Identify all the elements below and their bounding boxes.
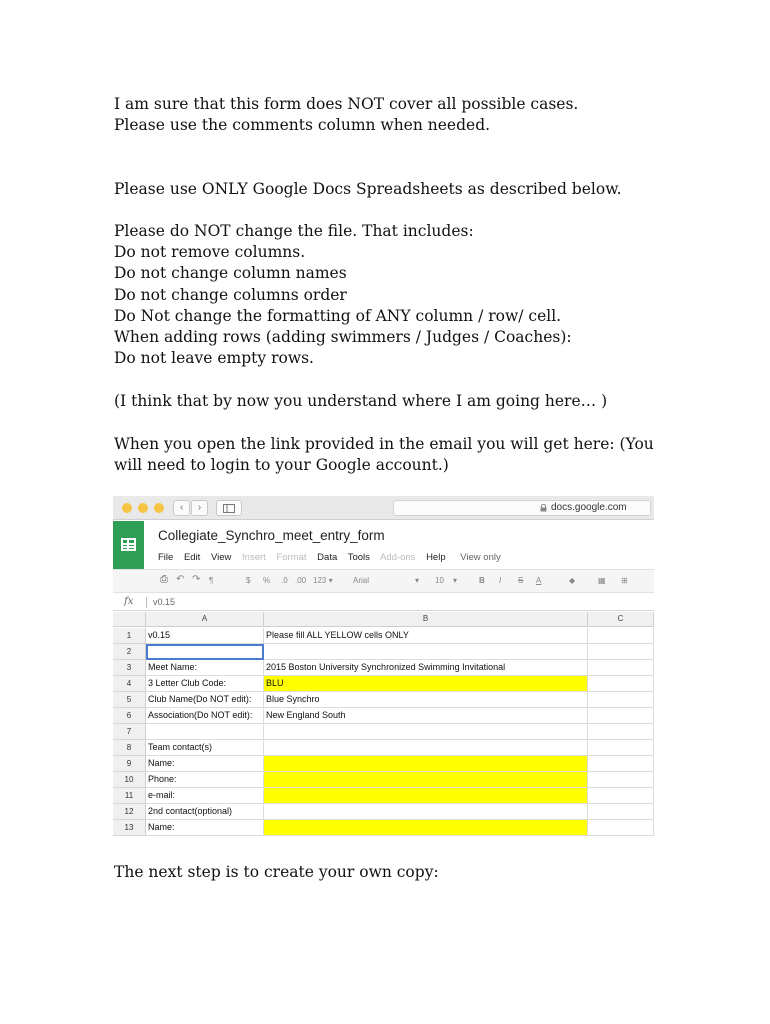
- menu-data[interactable]: Data: [317, 552, 338, 563]
- aside-line: (I think that by now you understand where I am going here… ): [114, 392, 608, 410]
- table-row: [113, 628, 654, 644]
- rules-paragraph: [114, 221, 572, 369]
- intro-line: I am sure that this form does NOT cover all possible cases.: [114, 95, 579, 113]
- lock-icon: [540, 504, 547, 512]
- row-number[interactable]: 12: [113, 804, 146, 820]
- formula-bar: [113, 594, 654, 611]
- back-button[interactable]: ‹: [173, 500, 190, 516]
- font-dropdown-arrow[interactable]: ▾: [415, 576, 420, 585]
- merge-cells-icon[interactable]: ⊞: [621, 576, 628, 585]
- menu-file[interactable]: File: [158, 552, 174, 563]
- cell-c[interactable]: [588, 820, 654, 836]
- cell-b[interactable]: [264, 740, 588, 756]
- cell-c[interactable]: [588, 772, 654, 788]
- currency-button[interactable]: $: [246, 576, 251, 585]
- cell-a[interactable]: Club Name(Do NOT edit):: [146, 692, 264, 708]
- sidebar-toggle-button[interactable]: [216, 500, 242, 516]
- cell-b-yellow[interactable]: [264, 788, 588, 804]
- row-number[interactable]: 3: [113, 660, 146, 676]
- rules-line: Do Not change the formatting of ANY column / row/ cell.: [114, 306, 562, 325]
- font-family-dropdown[interactable]: Arial: [353, 576, 370, 585]
- cell-b-yellow[interactable]: [264, 820, 588, 836]
- cell-b[interactable]: 2015 Boston University Synchronized Swimming Invitational: [264, 660, 588, 676]
- bold-button[interactable]: B: [479, 576, 485, 585]
- cell-a[interactable]: e-mail:: [146, 788, 264, 804]
- select-all-corner[interactable]: [113, 612, 146, 627]
- minimize-window-button[interactable]: [138, 503, 148, 513]
- sheets-grid-icon: [121, 538, 136, 551]
- cell-b[interactable]: [264, 644, 588, 660]
- row-number[interactable]: 2: [113, 644, 146, 660]
- sheets-logo[interactable]: [113, 521, 144, 569]
- cell-b-yellow[interactable]: [264, 756, 588, 772]
- spreadsheet-screenshot: [113, 496, 654, 841]
- next-step-line: The next step is to create your own copy:: [114, 863, 439, 881]
- rules-line: Do not change columns order: [114, 285, 347, 304]
- menu-format: Format: [276, 552, 307, 563]
- column-header-c[interactable]: C: [588, 612, 654, 627]
- address-bar[interactable]: [393, 500, 651, 516]
- size-dropdown-arrow[interactable]: ▾: [453, 576, 458, 585]
- cell-a[interactable]: v0.15: [146, 628, 264, 644]
- cell-b[interactable]: Please fill ALL YELLOW cells ONLY: [264, 628, 588, 644]
- cell-c[interactable]: [588, 708, 654, 724]
- menu-edit[interactable]: Edit: [183, 552, 201, 563]
- cell-b[interactable]: [264, 724, 588, 740]
- cell-a-selected[interactable]: [146, 644, 264, 660]
- cell-c[interactable]: [588, 692, 654, 708]
- row-number[interactable]: 8: [113, 740, 146, 756]
- row-number[interactable]: 5: [113, 692, 146, 708]
- table-row: [113, 740, 654, 756]
- cell-a[interactable]: Team contact(s): [146, 740, 264, 756]
- cell-c[interactable]: [588, 804, 654, 820]
- cell-c[interactable]: [588, 788, 654, 804]
- cell-b-yellow[interactable]: BLU: [264, 676, 588, 692]
- formula-input[interactable]: v0.15: [153, 597, 176, 607]
- fx-icon: fx: [124, 596, 134, 607]
- rules-line: Do not remove columns.: [114, 243, 306, 262]
- column-header-a[interactable]: A: [146, 612, 264, 627]
- table-row: [113, 756, 654, 772]
- cell-a[interactable]: Association(Do NOT edit):: [146, 708, 264, 724]
- table-row: [113, 644, 654, 660]
- increase-decimal-button[interactable]: .00: [295, 576, 307, 585]
- aside-paragraph: [114, 391, 607, 412]
- intro-line: Please use the comments column when needed.: [114, 116, 491, 135]
- cell-a[interactable]: 3 Letter Club Code:: [146, 676, 264, 692]
- paint-format-icon[interactable]: ¶: [209, 576, 214, 585]
- percent-button[interactable]: %: [263, 576, 271, 585]
- only-google-paragraph: [114, 179, 622, 200]
- cell-c[interactable]: [588, 660, 654, 676]
- cell-c[interactable]: [588, 628, 654, 644]
- open-link-line: will need to login to your Google account.): [114, 456, 449, 475]
- table-row: [113, 692, 654, 708]
- cell-b[interactable]: [264, 804, 588, 820]
- redo-icon[interactable]: ↷: [192, 574, 201, 585]
- row-number[interactable]: 10: [113, 772, 146, 788]
- view-only-label: View only: [460, 552, 501, 563]
- cell-b[interactable]: New England South: [264, 708, 588, 724]
- forward-button[interactable]: ›: [191, 500, 208, 516]
- undo-icon[interactable]: ↶: [176, 574, 185, 585]
- menu-insert: Insert: [242, 552, 266, 563]
- menu-help[interactable]: Help: [426, 552, 446, 563]
- intro-paragraph: [114, 94, 578, 136]
- rules-line: Do not change column names: [114, 264, 347, 283]
- table-row: [113, 772, 654, 788]
- open-link-line: When you open the link provided in the email you will get here: (You: [114, 435, 654, 453]
- row-number[interactable]: 6: [113, 708, 146, 724]
- table-row: [113, 708, 654, 724]
- cell-b-yellow[interactable]: [264, 772, 588, 788]
- table-row: [113, 804, 654, 820]
- cell-c[interactable]: [588, 724, 654, 740]
- rules-line: Please do NOT change the file. That includes:: [114, 222, 474, 240]
- text-color-button[interactable]: A: [536, 576, 542, 585]
- rules-line: When adding rows (adding swimmers / Judges / Coaches):: [114, 328, 572, 347]
- table-row: [113, 676, 654, 692]
- column-header-b[interactable]: B: [264, 612, 588, 627]
- print-icon[interactable]: ⎙: [160, 574, 168, 585]
- italic-button[interactable]: I: [499, 576, 502, 585]
- menu-view[interactable]: View: [210, 552, 232, 563]
- row-number[interactable]: 7: [113, 724, 146, 740]
- row-number[interactable]: 1: [113, 628, 146, 644]
- cell-c[interactable]: [588, 756, 654, 772]
- cell-c[interactable]: [588, 740, 654, 756]
- row-number[interactable]: 9: [113, 756, 146, 772]
- table-row: [113, 820, 654, 836]
- rules-line: Do not leave empty rows.: [114, 349, 314, 368]
- cell-a[interactable]: 2nd contact(optional): [146, 804, 264, 820]
- menu-tools[interactable]: Tools: [347, 552, 370, 563]
- borders-icon[interactable]: ▦: [598, 576, 606, 585]
- cell-a[interactable]: Name:: [146, 820, 264, 836]
- table-row: [113, 788, 654, 804]
- row-number[interactable]: 4: [113, 676, 146, 692]
- table-row: [113, 660, 654, 676]
- url-text: docs.google.com: [551, 502, 627, 513]
- next-step-paragraph: [114, 862, 439, 883]
- cell-a[interactable]: Meet Name:: [146, 660, 264, 676]
- maximize-window-button[interactable]: [154, 503, 164, 513]
- cell-c[interactable]: [588, 676, 654, 692]
- fill-color-icon[interactable]: ◆: [569, 576, 576, 585]
- cell-a[interactable]: Phone:: [146, 772, 264, 788]
- cell-a[interactable]: Name:: [146, 756, 264, 772]
- row-number[interactable]: 11: [113, 788, 146, 804]
- close-window-button[interactable]: [122, 503, 132, 513]
- only-google-line: Please use ONLY Google Docs Spreadsheets as described below.: [114, 180, 622, 198]
- menu-addons: Add-ons: [380, 552, 416, 563]
- number-format-dropdown[interactable]: 123 ▾: [313, 576, 333, 585]
- table-row: [113, 724, 654, 740]
- cell-c[interactable]: [588, 644, 654, 660]
- strikethrough-button[interactable]: S: [518, 576, 524, 585]
- browser-chrome: [113, 496, 654, 520]
- font-size-dropdown[interactable]: 10: [435, 576, 444, 585]
- formula-separator: [146, 597, 147, 608]
- sidebar-icon: [223, 504, 235, 513]
- toolbar: [113, 569, 654, 593]
- open-link-paragraph: [114, 434, 654, 476]
- decrease-decimal-button[interactable]: .0: [281, 576, 288, 585]
- document-title[interactable]: Collegiate_Synchro_meet_entry_form: [158, 528, 385, 543]
- cell-a[interactable]: [146, 724, 264, 740]
- menu-bar: [158, 552, 509, 563]
- cell-b[interactable]: Blue Synchro: [264, 692, 588, 708]
- row-number[interactable]: 13: [113, 820, 146, 836]
- sheets-header: [113, 521, 654, 569]
